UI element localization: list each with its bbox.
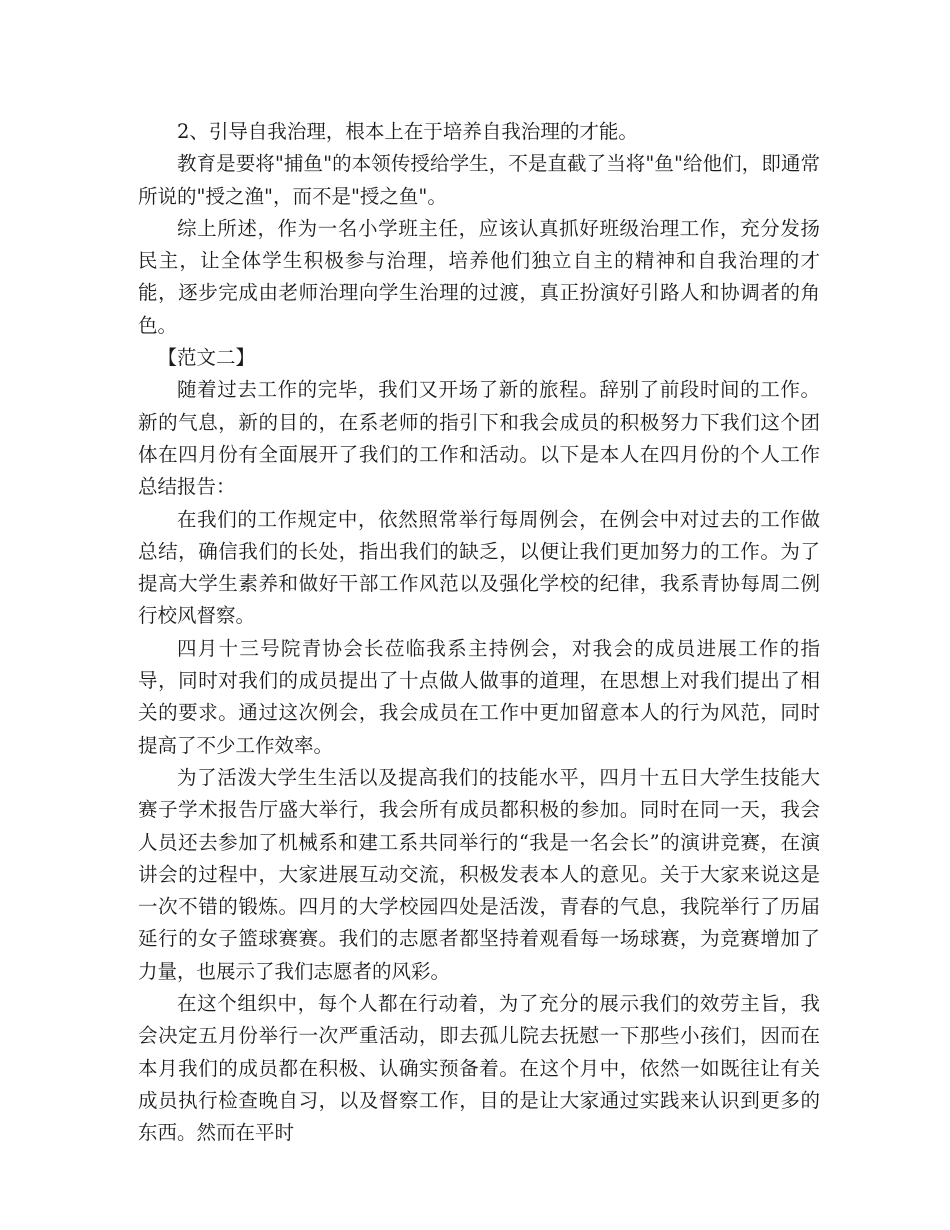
paragraph-april-13-meeting: 四月十三号院青协会长莅临我系主持例会，对我会的成员进展工作的指导，同时对我们的成员提出了十点做人做事的道理，在思想上对我们提出了相关的要求。通过这次例会，我会成员在工作中更加留意本人的行为风范，同时提高了不少工作效率。 bbox=[138, 636, 820, 757]
paragraph-weekly-meetings: 在我们的工作规定中，依然照常举行每周例会，在例会中对过去的工作做总结，确信我们的长处，指出我们的缺乏，以便让我们更加努力的工作。为了提高大学生素养和做好干部工作风范以及强化学校的纪律，我系青协每周二例行校风督察。 bbox=[138, 507, 820, 628]
document-body bbox=[138, 116, 820, 1150]
paragraph-teach-fishing: 教育是要将"捕鱼"的本领传授给学生，不是直截了当将"鱼"给他们，即通常所说的"授之渔"，而不是"授之鱼"。 bbox=[138, 152, 820, 208]
paragraph-skills-contest: 为了活泼大学生生活以及提高我们的技能水平，四月十五日大学生技能大赛子学术报告厅盛大举行，我会所有成员都积极的参加。同时在同一天，我会人员还去参加了机械系和建工系共同举行的“我是一名会长”的演讲竞赛，在演讲会的过程中，大家进展互动交流，积极发表本人的意见。关于大家来说这是一次不错的锻炼。四月的大学校园四处是活泼，青春的气息，我院举行了历届延行的女子篮球赛赛。我们的志愿者都坚持着观看每一场球赛，为竞赛增加了力量，也展示了我们志愿者的风彩。 bbox=[138, 765, 820, 983]
section-heading-sample-two: 【范文二】 bbox=[157, 346, 256, 370]
paragraph-self-governance-point: 2、引导自我治理，根本上在于培养自我治理的才能。 bbox=[177, 120, 638, 143]
paragraph-may-plan: 在这个组织中，每个人都在行动着，为了充分的展示我们的效劳主旨，我会决定五月份举行一次严重活动，即去孤儿院去抚慰一下那些小孩们，因而在本月我们的成员都在积极、认确实预备着。在这个月中，依然一如既往让有关成员执行检查晚自习，以及督察工作，目的是让大家通过实践来认识到更多的东西。然而在平时 bbox=[138, 992, 820, 1145]
paragraph-new-journey: 随着过去工作的完毕，我们又开场了新的旅程。辞别了前段时间的工作。新的气息，新的目的，在系老师的指引下和我会成员的积极努力下我们这个团体在四月份有全面展开了我们的工作和活动。以下是本人在四月份的个人工作总结报告： bbox=[138, 378, 820, 499]
paragraph-summary: 综上所述，作为一名小学班主任，应该认真抓好班级治理工作，充分发扬民主，让全体学生积极参与治理，培养他们独立自主的精神和自我治理的才能，逐步完成由老师治理向学生治理的过渡，真正扮演好引路人和协调者的角色。 bbox=[138, 216, 820, 337]
